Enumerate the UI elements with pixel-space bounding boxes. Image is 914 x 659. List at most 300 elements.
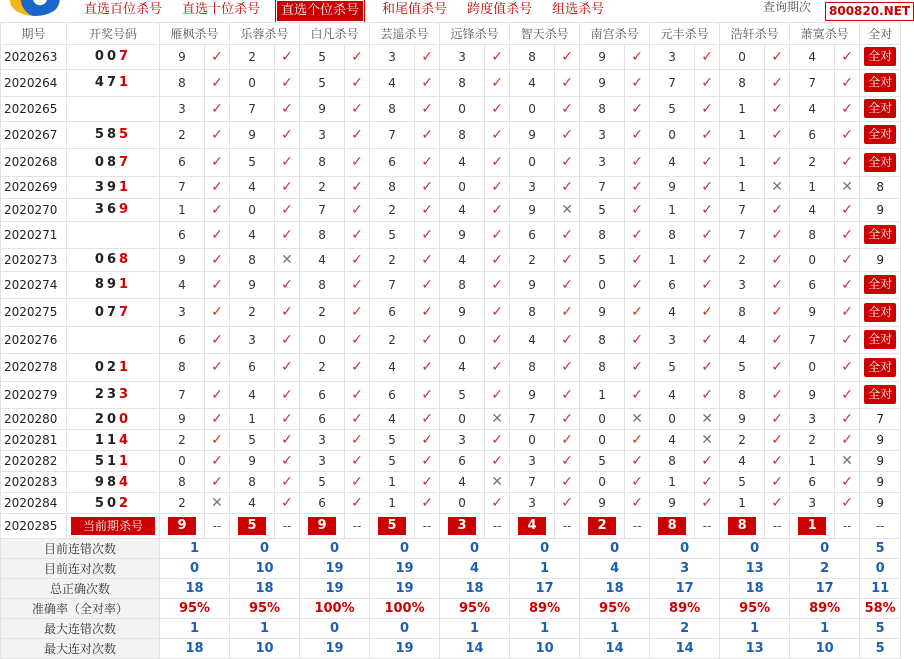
table-row (1, 472, 901, 493)
table-row (1, 409, 901, 430)
stat-value: 13 (720, 639, 790, 659)
col-header-expert: 远锋杀号 (440, 23, 510, 45)
draw-number-cell (67, 493, 160, 514)
check-icon: ✓ (205, 381, 230, 409)
kill-number-cell: 8 (440, 69, 485, 97)
kill-number-cell: 4 (370, 354, 415, 382)
miss-icon: ✕ (695, 409, 720, 430)
kill-number-cell: 8 (160, 69, 205, 97)
kill-number-cell: 1 (370, 493, 415, 514)
all-correct-button[interactable]: 全对 (864, 275, 896, 294)
kill-number-cell: 0 (580, 472, 625, 493)
draw-number-cell (67, 271, 160, 299)
kill-number-cell: 0 (440, 326, 485, 354)
check-icon: ✓ (345, 97, 370, 122)
check-icon: ✓ (345, 409, 370, 430)
check-icon: ✓ (485, 249, 510, 272)
kill-number-cell: 3 (230, 326, 275, 354)
all-correct-button[interactable]: 全对 (864, 99, 896, 118)
kill-number-cell: 9 (300, 97, 345, 122)
check-icon: ✓ (205, 271, 230, 299)
kill-number-cell: 5 (440, 381, 485, 409)
current-period-row (1, 514, 901, 539)
draw-number-cell (67, 97, 160, 122)
current-kill-value: 5 (378, 517, 406, 535)
pending-result-cell: -- (765, 514, 790, 539)
kill-number-cell: 0 (440, 493, 485, 514)
check-icon: ✓ (275, 451, 300, 472)
check-icon: ✓ (835, 149, 860, 177)
kill-number-cell: 9 (160, 409, 205, 430)
nav-tab-3[interactable]: 和尾值杀号 (382, 2, 448, 17)
all-correct-count-cell: 9 (860, 249, 901, 272)
check-icon: ✓ (625, 69, 650, 97)
table-row (1, 45, 901, 70)
kill-number-cell: 0 (300, 326, 345, 354)
check-icon: ✓ (415, 472, 440, 493)
draw-digit: 5 (94, 127, 107, 143)
all-correct-button[interactable]: 全对 (864, 153, 896, 172)
col-header-draw: 开奖号码 (67, 23, 160, 45)
draw-digit: 7 (106, 304, 120, 320)
stat-label: 目前连错次数 (1, 539, 160, 559)
kill-number-cell: 1 (230, 409, 275, 430)
nav-tab-0[interactable]: 直选百位杀号 (84, 2, 163, 17)
check-icon: ✓ (415, 409, 440, 430)
draw-digit: 2 (94, 411, 107, 427)
kill-number-cell: 3 (160, 299, 205, 327)
nav-tab-4[interactable]: 跨度值杀号 (467, 2, 533, 17)
check-icon: ✓ (205, 149, 230, 177)
check-icon: ✓ (485, 97, 510, 122)
check-icon: ✓ (205, 221, 230, 249)
stat-value: 17 (650, 579, 720, 599)
check-icon: ✓ (695, 121, 720, 149)
draw-digit: 0 (119, 411, 132, 427)
check-icon: ✓ (625, 149, 650, 177)
stat-value: 11 (860, 579, 901, 599)
check-icon: ✓ (205, 121, 230, 149)
stat-value: 14 (650, 639, 720, 659)
all-correct-button[interactable]: 全对 (864, 385, 896, 404)
draw-number-cell (67, 121, 160, 149)
top-bar (0, 0, 911, 22)
kill-number-cell: 8 (720, 299, 765, 327)
check-icon: ✓ (765, 121, 790, 149)
check-icon: ✓ (205, 451, 230, 472)
kill-number-cell: 3 (300, 121, 345, 149)
kill-number-cell: 8 (510, 354, 555, 382)
check-icon: ✓ (485, 430, 510, 451)
stat-value: 10 (510, 639, 580, 659)
check-icon: ✓ (415, 451, 440, 472)
all-correct-button[interactable]: 全对 (864, 330, 896, 349)
stat-value: 1 (790, 619, 860, 639)
check-icon: ✓ (625, 299, 650, 327)
miss-icon: ✕ (765, 176, 790, 199)
check-icon: ✓ (695, 354, 720, 382)
check-icon: ✓ (345, 45, 370, 70)
check-icon: ✓ (625, 430, 650, 451)
check-icon: ✓ (695, 381, 720, 409)
kill-number-cell: 6 (370, 381, 415, 409)
draw-digit: 9 (106, 179, 120, 195)
col-header-expert: 元丰杀号 (650, 23, 720, 45)
kill-number-table (0, 22, 901, 659)
draw-number-cell (67, 354, 160, 382)
check-icon: ✓ (835, 299, 860, 327)
pending-result-cell: -- (625, 514, 650, 539)
stat-value: 0 (230, 539, 300, 559)
check-icon: ✓ (625, 472, 650, 493)
all-correct-button[interactable]: 全对 (864, 125, 896, 144)
kill-number-cell: 6 (160, 221, 205, 249)
table-row (1, 354, 901, 382)
kill-number-cell: 8 (300, 149, 345, 177)
kill-number-cell: 6 (370, 299, 415, 327)
check-icon: ✓ (275, 472, 300, 493)
check-icon: ✓ (555, 176, 580, 199)
stat-value: 2 (650, 619, 720, 639)
stat-value: 0 (720, 539, 790, 559)
check-icon: ✓ (415, 97, 440, 122)
check-icon: ✓ (695, 97, 720, 122)
check-icon: ✓ (835, 121, 860, 149)
check-icon: ✓ (275, 493, 300, 514)
check-icon: ✓ (275, 271, 300, 299)
check-icon: ✓ (835, 472, 860, 493)
check-icon: ✓ (485, 271, 510, 299)
check-icon: ✓ (625, 221, 650, 249)
current-label-cell (67, 514, 160, 539)
draw-digit: 1 (119, 277, 132, 293)
check-icon: ✓ (415, 69, 440, 97)
check-icon: ✓ (275, 199, 300, 222)
all-correct-button[interactable]: 全对 (864, 358, 896, 377)
check-icon: ✓ (415, 149, 440, 177)
nav-tab-1[interactable]: 直选十位杀号 (182, 2, 261, 17)
kill-number-cell: 4 (790, 199, 835, 222)
draw-number-cell (67, 45, 160, 70)
kill-number-cell: 2 (300, 176, 345, 199)
kill-number-cell: 9 (510, 271, 555, 299)
check-icon: ✓ (415, 354, 440, 382)
check-icon: ✓ (205, 326, 230, 354)
col-header-expert: 白凡杀号 (300, 23, 370, 45)
draw-digit: 1 (94, 432, 107, 448)
draw-digit: 7 (119, 49, 132, 65)
kill-number-cell: 6 (790, 271, 835, 299)
check-icon: ✓ (485, 354, 510, 382)
check-icon: ✓ (695, 493, 720, 514)
check-icon: ✓ (205, 97, 230, 122)
kill-number-cell: 0 (510, 430, 555, 451)
query-period-label[interactable]: 查询期次 (763, 0, 812, 14)
kill-number-cell: 1 (650, 249, 695, 272)
stat-value: 18 (160, 579, 230, 599)
table-row (1, 271, 901, 299)
kill-number-cell: 0 (580, 271, 625, 299)
current-kill-cell (370, 514, 415, 539)
kill-number-cell: 3 (440, 45, 485, 70)
miss-icon: ✕ (625, 409, 650, 430)
check-icon: ✓ (765, 381, 790, 409)
kill-number-cell: 8 (650, 221, 695, 249)
kill-number-cell: 6 (650, 271, 695, 299)
draw-digit: 2 (106, 359, 120, 375)
all-correct-button[interactable]: 全对 (864, 47, 896, 66)
kill-number-cell: 2 (510, 249, 555, 272)
kill-number-cell: 8 (160, 354, 205, 382)
all-correct-cell (860, 149, 901, 177)
kill-number-cell: 2 (230, 299, 275, 327)
draw-number-cell (67, 199, 160, 222)
draw-number-cell (67, 69, 160, 97)
kill-number-cell: 1 (650, 472, 695, 493)
all-correct-button[interactable]: 全对 (864, 303, 896, 322)
miss-icon: ✕ (275, 249, 300, 272)
site-logo (10, 0, 60, 16)
all-correct-cell (860, 326, 901, 354)
check-icon: ✓ (765, 472, 790, 493)
kill-number-cell: 4 (510, 69, 555, 97)
current-kill-cell (790, 514, 835, 539)
stat-label: 总正确次数 (1, 579, 160, 599)
check-icon: ✓ (765, 451, 790, 472)
kill-number-cell: 4 (440, 149, 485, 177)
check-icon: ✓ (555, 121, 580, 149)
check-icon: ✓ (695, 472, 720, 493)
nav-tab-2[interactable]: 直选个位杀号 (276, 0, 364, 22)
check-icon: ✓ (765, 199, 790, 222)
draw-digit: 0 (106, 495, 120, 511)
period-cell: 2020274 (1, 271, 67, 299)
check-icon: ✓ (835, 249, 860, 272)
current-kill-value: 2 (588, 517, 616, 535)
kill-number-cell: 4 (230, 381, 275, 409)
stat-value: 18 (440, 579, 510, 599)
stat-value: 19 (370, 579, 440, 599)
period-cell: 2020283 (1, 472, 67, 493)
kill-number-cell: 8 (440, 271, 485, 299)
kill-number-cell: 2 (230, 45, 275, 70)
stat-value: 1 (160, 539, 230, 559)
kill-number-cell: 4 (790, 45, 835, 70)
period-cell: 2020275 (1, 299, 67, 327)
stat-value: 100% (370, 599, 440, 619)
check-icon: ✓ (415, 381, 440, 409)
kill-number-cell: 8 (230, 472, 275, 493)
stat-value: 19 (300, 559, 370, 579)
period-cell: 2020280 (1, 409, 67, 430)
pending-result-cell: -- (415, 514, 440, 539)
draw-digit: 3 (94, 179, 107, 195)
nav-tab-5[interactable]: 组选杀号 (552, 2, 605, 17)
check-icon: ✓ (555, 409, 580, 430)
stat-value: 18 (720, 579, 790, 599)
period-cell: 2020271 (1, 221, 67, 249)
check-icon: ✓ (205, 199, 230, 222)
check-icon: ✓ (275, 69, 300, 97)
kill-number-cell: 5 (370, 430, 415, 451)
period-cell: 2020276 (1, 326, 67, 354)
current-kill-label: 当前期杀号 (71, 517, 155, 535)
kill-number-cell: 1 (650, 199, 695, 222)
check-icon: ✓ (765, 97, 790, 122)
current-kill-value: 9 (168, 517, 196, 535)
current-kill-value: 1 (798, 517, 826, 535)
stat-value: 0 (370, 539, 440, 559)
check-icon: ✓ (625, 381, 650, 409)
stat-row (1, 639, 901, 659)
draw-digit: 5 (94, 453, 107, 469)
check-icon: ✓ (485, 326, 510, 354)
check-icon: ✓ (205, 176, 230, 199)
all-correct-button[interactable]: 全对 (864, 225, 896, 244)
draw-digit: 7 (106, 75, 120, 91)
check-icon: ✓ (345, 249, 370, 272)
kill-number-cell: 9 (580, 69, 625, 97)
check-icon: ✓ (835, 45, 860, 70)
draw-digit: 1 (119, 75, 132, 91)
check-icon: ✓ (625, 45, 650, 70)
stat-value: 2 (790, 559, 860, 579)
stat-value: 17 (790, 579, 860, 599)
draw-digit: 0 (94, 304, 107, 320)
kill-number-cell: 7 (370, 271, 415, 299)
kill-number-cell: 1 (720, 97, 765, 122)
table-row (1, 451, 901, 472)
check-icon: ✓ (345, 271, 370, 299)
check-icon: ✓ (835, 493, 860, 514)
kill-number-cell: 7 (160, 176, 205, 199)
draw-number-cell (67, 249, 160, 272)
kill-number-cell: 3 (370, 45, 415, 70)
stat-value: 0 (650, 539, 720, 559)
kill-number-cell: 9 (510, 381, 555, 409)
all-correct-count-cell: 9 (860, 451, 901, 472)
stat-value: 13 (720, 559, 790, 579)
kill-number-cell: 4 (230, 493, 275, 514)
draw-digit: 8 (106, 127, 120, 143)
check-icon: ✓ (555, 299, 580, 327)
stat-value: 95% (230, 599, 300, 619)
check-icon: ✓ (275, 149, 300, 177)
table-row (1, 69, 901, 97)
kill-number-cell: 3 (510, 493, 555, 514)
check-icon: ✓ (625, 121, 650, 149)
check-icon: ✓ (625, 199, 650, 222)
stat-value: 100% (300, 599, 370, 619)
check-icon: ✓ (835, 69, 860, 97)
current-kill-value: 5 (238, 517, 266, 535)
table-row (1, 493, 901, 514)
check-icon: ✓ (485, 493, 510, 514)
stat-row (1, 619, 901, 639)
kill-number-cell: 8 (720, 381, 765, 409)
draw-digit: 3 (119, 387, 132, 403)
check-icon: ✓ (765, 299, 790, 327)
all-correct-button[interactable]: 全对 (864, 73, 896, 92)
draw-digit: 7 (119, 304, 132, 320)
stat-value: 1 (160, 619, 230, 639)
check-icon: ✓ (485, 299, 510, 327)
check-icon: ✓ (835, 97, 860, 122)
kill-number-cell: 1 (370, 472, 415, 493)
check-icon: ✓ (835, 199, 860, 222)
check-icon: ✓ (835, 221, 860, 249)
check-icon: ✓ (345, 176, 370, 199)
table-row (1, 176, 901, 199)
kill-number-cell: 2 (720, 249, 765, 272)
current-kill-cell (160, 514, 205, 539)
kill-number-cell: 2 (160, 430, 205, 451)
stat-value: 89% (510, 599, 580, 619)
check-icon: ✓ (345, 354, 370, 382)
stat-value: 19 (300, 579, 370, 599)
draw-digit: 0 (106, 411, 120, 427)
check-icon: ✓ (275, 121, 300, 149)
stat-value: 0 (300, 539, 370, 559)
stat-value: 5 (860, 639, 901, 659)
kill-number-cell: 7 (790, 326, 835, 354)
check-icon: ✓ (415, 199, 440, 222)
kill-number-cell: 0 (580, 409, 625, 430)
check-icon: ✓ (765, 493, 790, 514)
all-correct-cell (860, 299, 901, 327)
stat-value: 1 (510, 619, 580, 639)
kill-number-cell: 4 (650, 430, 695, 451)
kill-number-cell: 9 (160, 45, 205, 70)
kill-number-cell: 4 (440, 472, 485, 493)
check-icon: ✓ (345, 121, 370, 149)
check-icon: ✓ (485, 199, 510, 222)
kill-number-cell: 7 (720, 221, 765, 249)
check-icon: ✓ (415, 249, 440, 272)
kill-number-cell: 0 (650, 121, 695, 149)
kill-number-cell: 4 (650, 149, 695, 177)
kill-number-cell: 8 (790, 221, 835, 249)
kill-number-cell: 3 (650, 45, 695, 70)
stat-value: 95% (580, 599, 650, 619)
kill-number-cell: 5 (720, 472, 765, 493)
kill-number-cell: 4 (790, 97, 835, 122)
kill-number-cell: 6 (790, 121, 835, 149)
check-icon: ✓ (205, 354, 230, 382)
draw-digit: 7 (119, 154, 132, 170)
kill-number-cell: 2 (160, 493, 205, 514)
check-icon: ✓ (625, 354, 650, 382)
stat-value: 1 (720, 619, 790, 639)
kill-number-cell: 9 (160, 249, 205, 272)
check-icon: ✓ (415, 221, 440, 249)
check-icon: ✓ (485, 176, 510, 199)
period-cell: 2020265 (1, 97, 67, 122)
kill-number-cell: 6 (160, 326, 205, 354)
check-icon: ✓ (555, 451, 580, 472)
kill-number-cell: 9 (230, 451, 275, 472)
check-icon: ✓ (345, 199, 370, 222)
stat-row (1, 539, 901, 559)
kill-number-cell: 8 (650, 451, 695, 472)
kill-number-cell: 4 (440, 249, 485, 272)
check-icon: ✓ (765, 221, 790, 249)
check-icon: ✓ (555, 381, 580, 409)
check-icon: ✓ (695, 271, 720, 299)
kill-number-cell: 7 (230, 97, 275, 122)
check-icon: ✓ (485, 121, 510, 149)
check-icon: ✓ (205, 409, 230, 430)
